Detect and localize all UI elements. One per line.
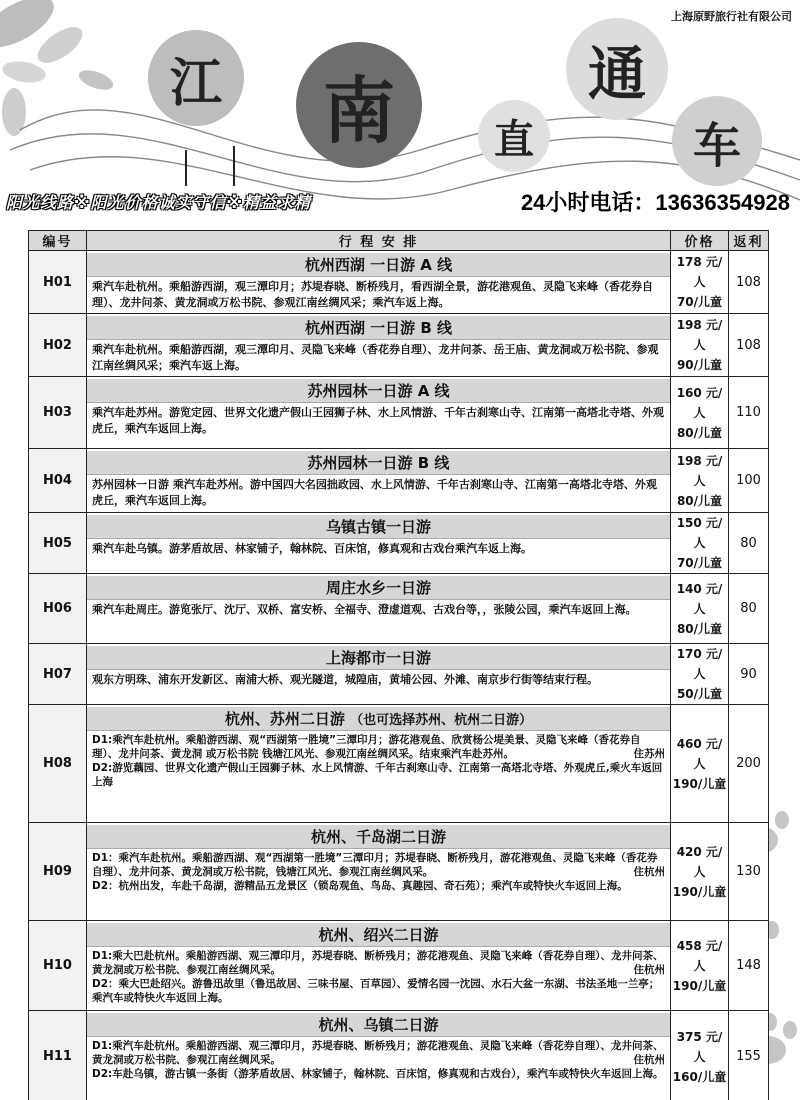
route-title: 杭州、乌镇二日游 [87,1013,670,1037]
price-cell [671,314,729,377]
day1-text: D1:乘汽车赴杭州。乘船游西湖、观三潭印月，苏堤春晓、断桥残月；游花港观鱼、灵隐飞来峰（香花券自理）、龙井问茶、黄龙洞或万松书院、参观江南丝绸风采。 [92,1040,664,1066]
table-header-row [29,231,769,251]
header-rebate: 返利 [729,231,769,251]
route-cell [87,513,671,574]
rebate: 130 [729,823,769,921]
child-price: 50/儿童 [676,687,723,701]
headline-char-tong: 通 [566,18,668,120]
route-day1 [92,851,665,879]
headline-char-jiang: 江 [148,30,244,126]
route-code: H05 [29,513,87,574]
itinerary-table [28,230,769,1100]
table-row [29,251,769,314]
route-code: H09 [29,823,87,921]
price-cell [671,644,729,705]
child-price: 80/儿童 [676,493,723,508]
rebate: 108 [729,314,769,377]
adult-price: 198 元/人 [676,318,723,352]
table-row [29,314,769,377]
route-title: 乌镇古镇一日游 [87,515,670,539]
route-code: H01 [29,251,87,314]
itinerary-table-wrapper [28,230,768,1100]
route-desc: 乘汽车赴杭州。乘船游西湖，观三潭印月、灵隐飞来峰（香花券自理）、龙井问茶、岳王庙、黄龙洞或万松书院、参观江南丝绸风采；乘汽车返上海。 [92,343,659,372]
table-row [29,705,769,823]
hotline: 24小时电话：13636354928 [520,190,790,215]
slogan-bar [0,186,800,216]
table-row [29,513,769,574]
stay-night: 住苏州 [633,748,665,760]
header-route: 行 程 安 排 [87,231,671,251]
route-cell [87,449,671,513]
table-row [29,377,769,449]
headline-char-zhi: 直 [478,100,550,172]
route-code: H08 [29,705,87,823]
route-day2: D2:游览藕园、世界文化遗产假山王园狮子林、水上风情游、千年古刹寒山寺、江南第一高塔北寺塔、外观虎丘,乘火车返回上海 [92,762,663,788]
child-price: 70/儿童 [676,295,723,309]
adult-price: 460 元/人 [676,736,723,771]
child-price: 190/儿童 [672,884,727,899]
price-cell [671,705,729,823]
route-title: 杭州、千岛湖二日游 [87,825,670,849]
route-code: H06 [29,574,87,644]
adult-price: 170 元/人 [676,647,723,681]
table-row [29,823,769,921]
rebate: 90 [729,644,769,705]
price-cell [671,513,729,574]
route-desc: 观东方明珠、浦东开发新区、南浦大桥、观光隧道，城隍庙，黄埔公园、外滩、南京步行街等结束行程。 [92,673,598,686]
day1-text: D1:乘大巴赴杭州。乘船游西湖、观三潭印月，苏堤春晓、断桥残月；游花港观鱼、灵隐飞来峰（香花券自理）、龙井问茶、黄龙洞或万松书院、参观江南丝绸风采。 [92,950,664,976]
route-code: H02 [29,314,87,377]
route-title-wrap [87,707,670,731]
route-code: H11 [29,1011,87,1100]
price-cell [671,251,729,314]
route-day2: D2：杭州出发，车赴千岛湖，游精品五龙景区（锁岛观鱼、鸟岛、真趣园、奇石苑）；乘汽车或特快火车返回上海。 [92,880,628,892]
route-cell [87,314,671,377]
route-cell [87,574,671,644]
stay-night: 住杭州 [633,1054,665,1066]
day1-text: D1:乘汽车赴杭州。乘船游西湖、观“西湖第一胜境”三潭印月；游花港观鱼、欣赏杨公堤美景、灵隐飞来峰（香花券自理）、龙井问茶、黄龙洞 或万松书院 钱塘江风光、参观江南丝绸风采。结束乘汽车赴苏州。 [92,734,641,760]
rebate: 200 [729,705,769,823]
route-title-note: （也可选择苏州、杭州二日游） [350,713,533,728]
adult-price: 420 元/人 [676,844,723,879]
table-row [29,574,769,644]
route-day1 [92,949,665,977]
route-cell [87,644,671,705]
route-code: H10 [29,921,87,1011]
route-title: 苏州园林一日游 B 线 [87,451,670,475]
route-desc: 乘汽车赴杭州。乘船游西湖，观三潭印月；苏堤春晓、断桥残月，看西湖全景，游花港观鱼、灵隐飞来峰（香花券自理）、龙井问茶、黄龙洞或万松书院、参观江南丝绸风采；乘汽车返上海。 [92,280,653,309]
rebate: 148 [729,921,769,1011]
route-code: H04 [29,449,87,513]
header-price: 价格 [671,231,729,251]
stay-night: 住杭州 [633,866,665,878]
child-price: 80/儿童 [676,621,723,636]
price-cell [671,921,729,1011]
route-cell [87,377,671,449]
route-cell [87,1011,671,1100]
route-desc: 乘汽车赴周庄。游览张厅、沈厅、双桥、富安桥、全福寺、澄虚道观、古戏台等，，张陵公园，乘汽车返回上海。 [92,603,637,616]
adult-price: 140 元/人 [676,581,723,616]
route-desc: 乘汽车赴乌镇。游茅盾故居、林家铺子，翰林院、百床馆，修真观和古戏台乘汽车返上海。 [92,542,532,555]
route-title: 苏州园林一日游 A 线 [87,379,670,403]
route-code: H07 [29,644,87,705]
day1-text: D1：乘汽车赴杭州。乘船游西湖、观“西湖第一胜境”三潭印月；苏堤春晓、断桥残月，游花港观鱼、灵隐飞来峰（香花券自理）、龙井问茶、黄龙洞或万松书院，钱塘江风光、参观江南丝绸风采。 [92,852,658,878]
header-code: 编号 [29,231,87,251]
child-price: 80/儿童 [676,425,723,440]
rebate: 110 [729,377,769,449]
adult-price: 458 元/人 [676,938,723,973]
child-price: 160/儿童 [672,1069,727,1084]
headline-char-nan: 南 [296,42,422,168]
rebate: 108 [729,251,769,314]
adult-price: 198 元/人 [676,453,723,488]
child-price: 190/儿童 [672,776,727,791]
price-cell [671,823,729,921]
company-name: 上海原野旅行社有限公司 [671,10,792,23]
stay-night: 住杭州 [633,964,665,976]
table-row [29,1011,769,1100]
child-price: 90/儿童 [676,358,723,372]
rebate: 80 [729,513,769,574]
headline-char-che: 车 [672,96,762,186]
table-row [29,644,769,705]
price-cell [671,574,729,644]
adult-price: 375 元/人 [676,1029,723,1064]
route-cell [87,823,671,921]
rebate: 100 [729,449,769,513]
route-title: 周庄水乡一日游 [87,576,670,600]
route-day1 [92,733,665,761]
child-price: 70/儿童 [676,556,723,570]
adult-price: 178 元/人 [676,255,723,289]
route-cell [87,251,671,314]
route-title: 杭州、绍兴二日游 [87,923,670,947]
adult-price: 160 元/人 [676,385,723,420]
rebate: 80 [729,574,769,644]
route-desc: 乘汽车赴苏州。游览定园、世界文化遗产假山王园狮子林、水上风情游、千年古刹寒山寺、江南第一高塔北寺塔、外观虎丘，乘汽车返回上海。 [92,406,664,435]
route-cell [87,921,671,1011]
route-day2: D2:车赴乌镇，游古镇一条街（游茅盾故居、林家铺子，翰林院、百床馆，修真观和古戏台），乘汽车或特快火车返回上海。 [92,1068,664,1080]
route-title: 杭州、苏州二日游 [224,710,345,728]
rebate: 155 [729,1011,769,1100]
price-cell [671,449,729,513]
table-row [29,921,769,1011]
route-code: H03 [29,377,87,449]
price-cell [671,377,729,449]
route-cell [87,705,671,823]
route-day1 [92,1039,665,1067]
route-desc: 苏州园林一日游 乘汽车赴苏州。游中国四大名园拙政园、水上风情游、千年古刹寒山寺、江南第一高塔北寺塔、外观虎丘，乘汽车返回上海。 [92,478,657,507]
route-title: 杭州西湖 一日游 A 线 [87,253,670,277]
adult-price: 150 元/人 [676,516,723,550]
price-cell [671,1011,729,1100]
route-title: 上海都市一日游 [87,646,670,670]
header-banner [0,0,800,228]
table-row [29,449,769,513]
slogan: 阳光线路※阳光价格诚实守信※精益求精 [6,192,312,212]
child-price: 190/儿童 [672,978,727,993]
route-day2: D2：乘大巴赴绍兴。游鲁迅故里（鲁迅故居、三味书屋、百草园）、爱情名园一沈园、水石大盆一东湖、书法圣地一兰亭；乘汽车或特快火车返回上海。 [92,978,660,1004]
route-title: 杭州西湖 一日游 B 线 [87,316,670,340]
